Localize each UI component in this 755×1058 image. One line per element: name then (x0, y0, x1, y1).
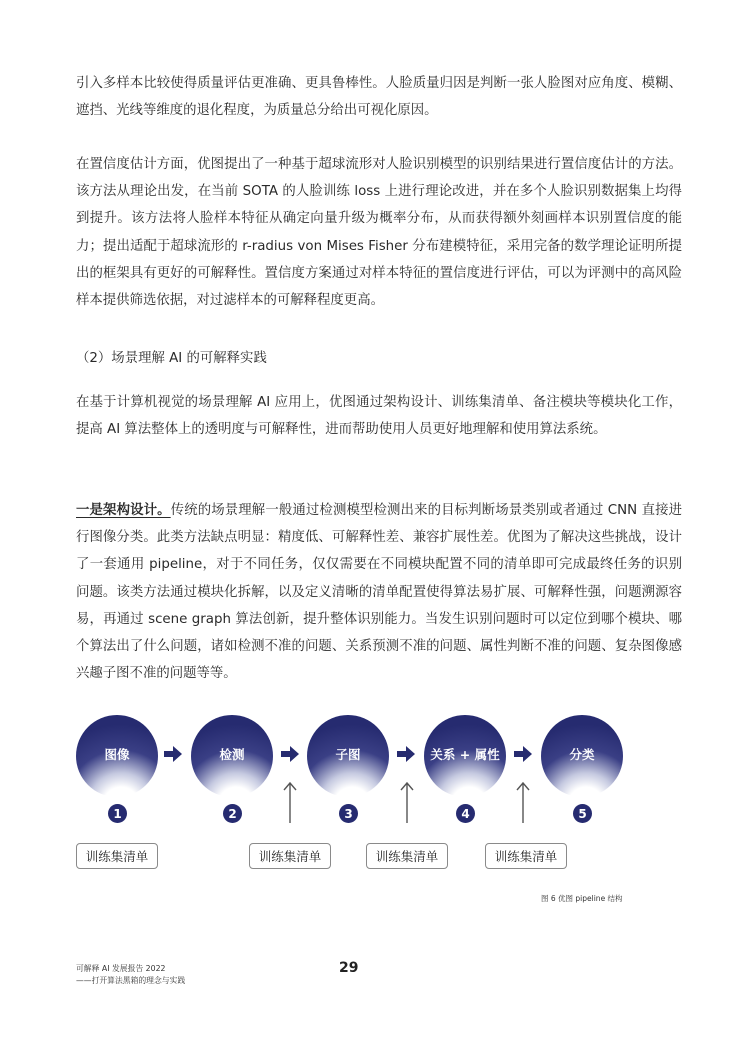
stage-circle-image (76, 715, 158, 797)
right-arrow-icon (162, 743, 184, 765)
stage-label: 检测 (219, 747, 245, 762)
up-arrow-icon (516, 781, 530, 823)
up-arrow-icon (400, 781, 414, 823)
pipeline-diagram (0, 715, 755, 875)
paragraph-quality-attribution: 引入多样本比较使得质量评估更准确、更具鲁棒性。人脸质量归因是判断一张人脸图对应角度、模糊、遮挡、光线等维度的退化程度，为质量总分给出可视化原因。 (76, 76, 682, 119)
stage-number-badge: 2 (223, 804, 242, 823)
figure-caption: 图 6 优图 pipeline 结构 (541, 894, 623, 903)
stage-number-badge: 3 (339, 804, 358, 823)
stage-number-badge: 5 (573, 804, 592, 823)
section-subheading: （2）场景理解 AI 的可解释实践 (76, 351, 267, 366)
stage-circle-relation-attribute (424, 715, 506, 797)
footer-report-title (76, 963, 185, 986)
architecture-design-heading: 一是架构设计。 (76, 503, 171, 518)
right-arrow-icon (512, 743, 534, 765)
footer-line-2: ——打开算法黑箱的理念与实践 (76, 975, 186, 985)
training-set-list-box: 训练集清单 (485, 843, 567, 869)
up-arrow-icon (283, 781, 297, 823)
stage-circle-subgraph (307, 715, 389, 797)
training-set-list-box: 训练集清单 (366, 843, 448, 869)
footer-line-1: 可解释 AI 发展报告 2022 (76, 964, 166, 973)
stage-label: 分类 (569, 747, 595, 762)
stage-label: 关系 + 属性 (430, 747, 500, 762)
stage-circle-classification (541, 715, 623, 797)
stage-number-badge: 1 (108, 804, 127, 823)
stage-number-badge: 4 (456, 804, 475, 823)
stage-circle-detection (191, 715, 273, 797)
training-set-list-box: 训练集清单 (249, 843, 331, 869)
right-arrow-icon (279, 743, 301, 765)
paragraph-architecture-design (76, 497, 682, 687)
stage-label: 图像 (104, 747, 130, 762)
paragraph-scene-understanding: 在基于计算机视觉的场景理解 AI 应用上，优图通过架构设计、训练集清单、备注模块等模块化工作，提高 AI 算法整体上的透明度与可解释性，进而帮助使用人员更好地理解和使用算法系统。 (76, 395, 682, 438)
training-set-list-box: 训练集清单 (76, 843, 158, 869)
page-number: 29 (339, 960, 359, 976)
paragraph-confidence-estimation: 在置信度估计方面，优图提出了一种基于超球流形对人脸识别模型的识别结果进行置信度估计的方法。该方法从理论出发，在当前 SOTA 的人脸训练 loss 上进行理论改进，并在多个人脸识别数据集上均得到提升。该方法将人脸样本特征从确定向量升级为概率分布，从而获得额外刻画样本识别置信度的能力；提出适配于超球流形的 r-radius von Mises Fisher 分布建模特征，采用完备的数学理论证明所提出的框架具有更好的可解释性。置信度方案通过对样本特征的置信度进行评估，可以为评测中的高风险样本提供筛选依据，对过滤样本的可解释程度更高。 (76, 157, 682, 309)
stage-label: 子图 (335, 747, 361, 762)
architecture-design-body: 传统的场景理解一般通过检测模型检测出来的目标判断场景类别或者通过 CNN 直接进行图像分类。此类方法缺点明显：精度低、可解释性差、兼容扩展性差。优图为了解决这些挑战，设计了一套通用 pipeline，对于不同任务，仅仅需要在不同模块配置不同的清单即可完成最终任务的识别问题。该类方法通过模块化拆解，以及定义清晰的清单配置使得算法易扩展、可解释性强，问题溯源容易，再通过 scene graph 算法创新，提升整体识别能力。当发生识别问题时可以定位到哪个模块、哪个算法出了什么问题，诸如检测不准的问题、关系预测不准的问题、属性判断不准的问题、复杂图像感兴趣子图不准的问题等等。 (76, 503, 682, 682)
right-arrow-icon (395, 743, 417, 765)
